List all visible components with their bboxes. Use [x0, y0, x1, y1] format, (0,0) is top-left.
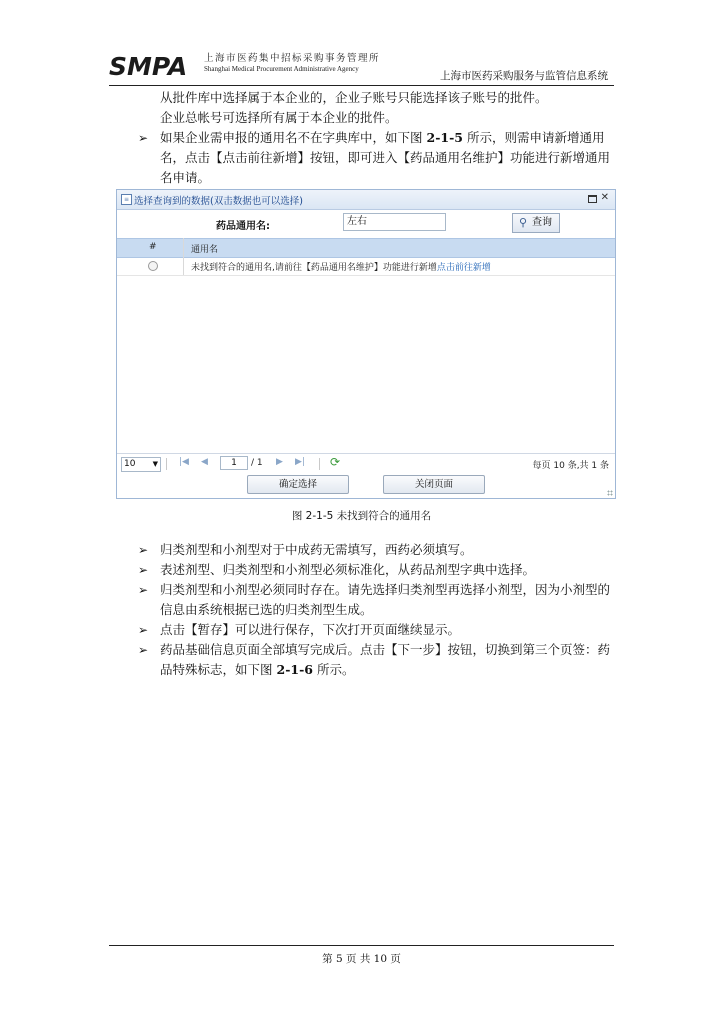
page-number: 第 5 页 共 10 页 — [322, 953, 401, 965]
drug-name-input[interactable]: 左右 — [343, 213, 446, 231]
last-page-icon[interactable]: ▶| — [295, 457, 305, 467]
column-header-name: 通用名 — [191, 245, 219, 255]
row-message: 未找到符合的通用名,请前往【药品通用名维护】功能进行新增 — [191, 263, 437, 273]
header-divider — [109, 85, 614, 86]
intro-paragraph — [160, 88, 620, 128]
intro-line-2: 企业总帐号可选择所有属于本企业的批件。 — [160, 110, 398, 125]
bullet-text: 所示，则需申请新增通用名，点击【点击前往新增】按钮，即可进入【药品通用名维护】功能进行新增通用名申请。 — [160, 130, 611, 185]
first-page-icon[interactable]: |◀ — [179, 457, 189, 467]
window-icon: ≡ — [121, 194, 132, 205]
select-dialog — [116, 189, 616, 499]
pagination-bar — [117, 453, 615, 474]
grid-header — [117, 238, 615, 258]
search-bar — [117, 210, 615, 236]
org-name-en: Shanghai Medical Procurement Administrative Agency — [204, 65, 359, 73]
intro-line-1: 从批件库中选择属于本企业的，企业子账号只能选择该子账号的批件。 — [160, 90, 548, 105]
figure-ref: 2-1-6 — [276, 662, 313, 677]
resize-grip-icon[interactable] — [607, 490, 613, 496]
page-info: 每页 10 条,共 1 条 — [532, 461, 609, 471]
page-size-select[interactable] — [121, 457, 161, 472]
bullet-text: 如果企业需申报的通用名不在字典库中，如下图 — [160, 130, 423, 145]
pager-divider — [166, 458, 167, 470]
pager-divider — [319, 458, 320, 470]
arrow-bullet-icon: ➢ — [138, 563, 149, 577]
arrow-bullet-icon: ➢ — [138, 131, 149, 145]
search-button[interactable] — [512, 213, 560, 233]
refresh-icon[interactable]: ⟳ — [330, 455, 341, 469]
table-row[interactable] — [117, 257, 615, 276]
column-divider — [183, 238, 184, 275]
prev-page-icon[interactable]: ◀ — [201, 457, 208, 467]
confirm-select-button[interactable]: 确定选择 — [247, 475, 349, 494]
search-icon: ⚲ — [519, 216, 528, 229]
bullet-text: 归类剂型和小剂型必须同时存在。请先选择归类剂型再选择小剂型，因为小剂型的信息由系统根据已选的归类剂型生成。 — [160, 582, 611, 617]
page-header — [109, 46, 614, 84]
dialog-button-bar — [117, 474, 615, 496]
close-page-button[interactable]: 关闭页面 — [383, 475, 485, 494]
column-header-index: # — [149, 242, 157, 252]
row-radio[interactable] — [148, 261, 158, 271]
arrow-bullet-icon: ➢ — [138, 643, 149, 657]
dialog-title: 选择查询到的数据(双击数据也可以选择) — [134, 196, 303, 207]
page-number-input[interactable]: 1 — [220, 456, 248, 470]
chevron-down-icon: ▼ — [152, 460, 158, 468]
figure-ref: 2-1-5 — [426, 130, 463, 145]
bullet-text: 药品基础信息页面全部填写完成后。点击【下一步】按钮，切换到第三个页签：药品特殊标志，如下图 — [160, 642, 611, 677]
close-icon[interactable]: ✕ — [600, 192, 609, 203]
arrow-bullet-icon: ➢ — [138, 623, 149, 637]
next-page-icon[interactable]: ▶ — [276, 457, 283, 467]
add-new-link[interactable]: 点击前往新增 — [436, 263, 491, 273]
bullet-text: 所示。 — [316, 662, 355, 677]
page-size-value: 10 — [124, 459, 136, 469]
bullet-text: 表述剂型、归类剂型和小剂型必须标准化，从药品剂型字典中选择。 — [160, 562, 536, 577]
search-button-label: 查询 — [532, 217, 552, 228]
figure-caption: 图 2-1-5 未找到符合的通用名 — [291, 510, 432, 522]
page-total: / 1 — [251, 458, 263, 468]
org-name-cn: 上海市医药集中招标采购事务管理所 — [204, 53, 381, 64]
system-name: 上海市医药采购服务与监管信息系统 — [440, 70, 608, 82]
footer-divider — [109, 945, 614, 946]
arrow-bullet-icon: ➢ — [138, 583, 149, 597]
arrow-bullet-icon: ➢ — [138, 543, 149, 557]
dialog-titlebar — [117, 190, 615, 210]
bullet-text: 点击【暂存】可以进行保存，下次打开页面继续显示。 — [160, 622, 461, 637]
bullet-text: 归类剂型和小剂型对于中成药无需填写，西药必须填写。 — [160, 542, 473, 557]
smpa-logo: SMPA — [109, 52, 188, 81]
search-label: 药品通用名: — [216, 221, 270, 232]
maximize-icon[interactable] — [588, 195, 597, 203]
